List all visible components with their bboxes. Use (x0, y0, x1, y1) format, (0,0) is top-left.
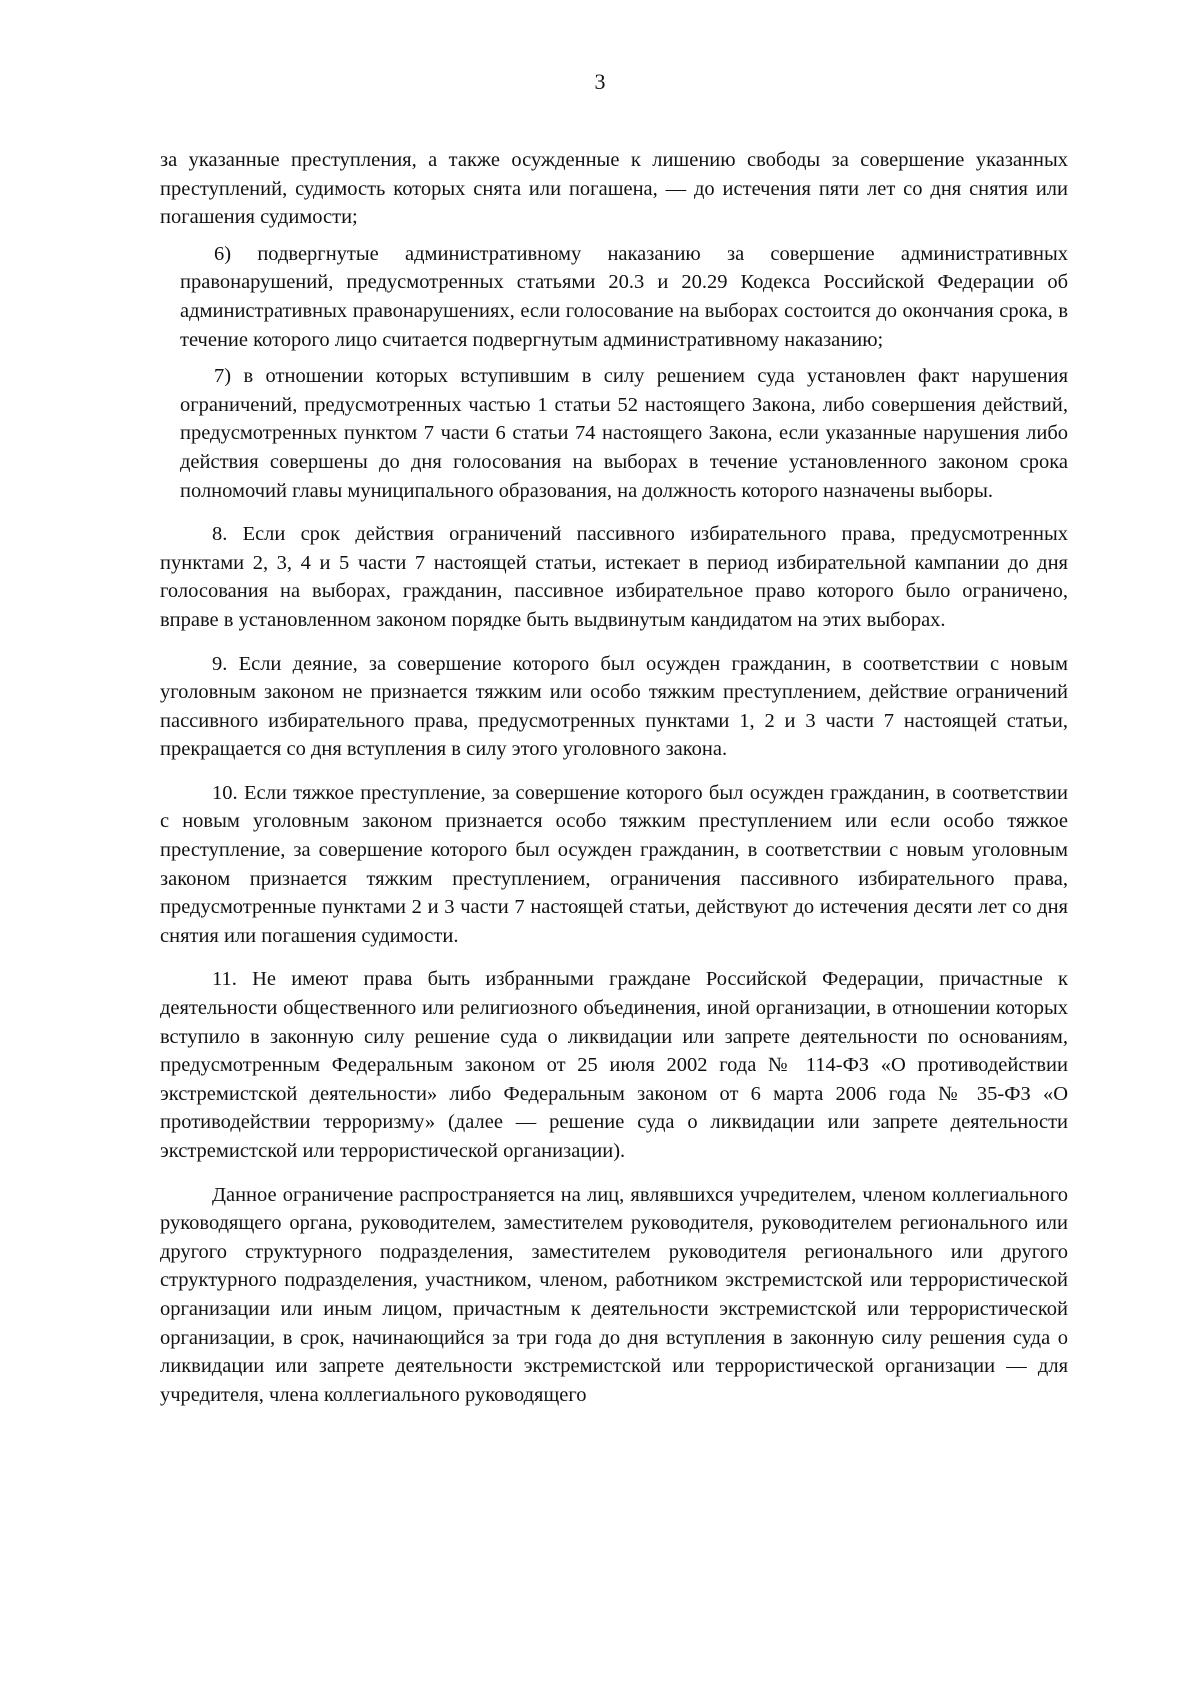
paragraph-part-9: 9. Если деяние, за совершение которого был осужден гражданин, в соответствии с новым уголовным законом не признается тяжким или особо тяжким преступлением, действие ограничений пассивного избирательного права, предусмотренных пунктами 1, 2 и 3 части 7 настоящей статьи, прекращается со дня вступления в силу этого уголовного закона. (160, 652, 1068, 761)
paragraph-restriction-scope: Данное ограничение распространяется на лиц, являвшихся учредителем, членом коллегиального руководящего органа, руководителем, заместителем руководителя, руководителем регионального или другого структурного подразделения, заместителем руководителя регионального или другого структурного подразделения, участником, членом, работником экстремистской или террористической организации или иным лицом, причастным к деятельности экстремистской или террористической организации, в срок, начинающийся за три года до дня вступления в законную силу решения суда о ликвидации или запрете деятельности экстремистской или террористической организации — для учредителя, члена коллегиального руководящего (160, 1183, 1068, 1406)
paragraph-item-7: 7) в отношении которых вступившим в силу решением суда установлен факт нарушения ограничений, предусмотренных частью 1 статьи 52 настоящего Закона, либо совершения действий, предусмотренных пунктом 7 части 6 статьи 74 настоящего Закона, если указанные нарушения либо действия совершены до дня голосования на выборах в течение установленного законом срока полномочий главы муниципального образования, на должность которого назначены выборы. (180, 365, 1068, 502)
paragraph-part-11: 11. Не имеют права быть избранными граждане Российской Федерации, причастные к деятельности общественного или религиозного объединения, иной организации, в отношении которых вступило в законную силу решение суда о ликвидации или запрете деятельности по основаниям, предусмотренным Федеральным законом от 25 июля 2002 года № 114-ФЗ «О противодействии экстремистской деятельности» либо Федеральным законом от 6 марта 2006 года № 35-ФЗ «О противодействии терроризму» (далее — решение суда о ликвидации или запрете деятельности экстремистской или террористической организации). (160, 968, 1068, 1162)
paragraph-part-10: 10. Если тяжкое преступление, за совершение которого был осужден гражданин, в соответствии с новым уголовным законом признается особо тяжким преступлением или если особо тяжкое преступление, за совершение которого был осужден гражданин, в соответствии с новым уголовным законом признается тяжким преступлением, ограничения пассивного избирательного права, предусмотренные пунктами 2 и 3 части 7 настоящей статьи, действуют до истечения десяти лет со дня снятия или погашения судимости. (160, 781, 1068, 947)
document-body (160, 146, 1068, 1409)
page-number: 3 (594, 69, 606, 94)
paragraph-part-8: 8. Если срок действия ограничений пассивного избирательного права, предусмотренных пунктами 2, 3, 4 и 5 части 7 настоящей статьи, истекает в период избирательной кампании до дня голосования на выборах, гражданин, пассивное избирательное право которого было ограничено, вправе в установленном законом порядке быть выдвинутым кандидатом на этих выборах. (160, 523, 1068, 631)
paragraph-item-6: 6) подвергнутые административному наказанию за совершение административных правонарушений, предусмотренных статьями 20.3 и 20.29 Кодекса Российской Федерации об административных правонарушениях, если голосование на выборах состоится до окончания срока, в течение которого лицо считается подвергнутым административному наказанию; (180, 242, 1068, 351)
paragraph-continuation: за указанные преступления, а также осужденные к лишению свободы за совершение указанных преступлений, судимость которых снята или погашена, — до истечения пяти лет со дня снятия или погашения судимости; (160, 149, 1068, 229)
